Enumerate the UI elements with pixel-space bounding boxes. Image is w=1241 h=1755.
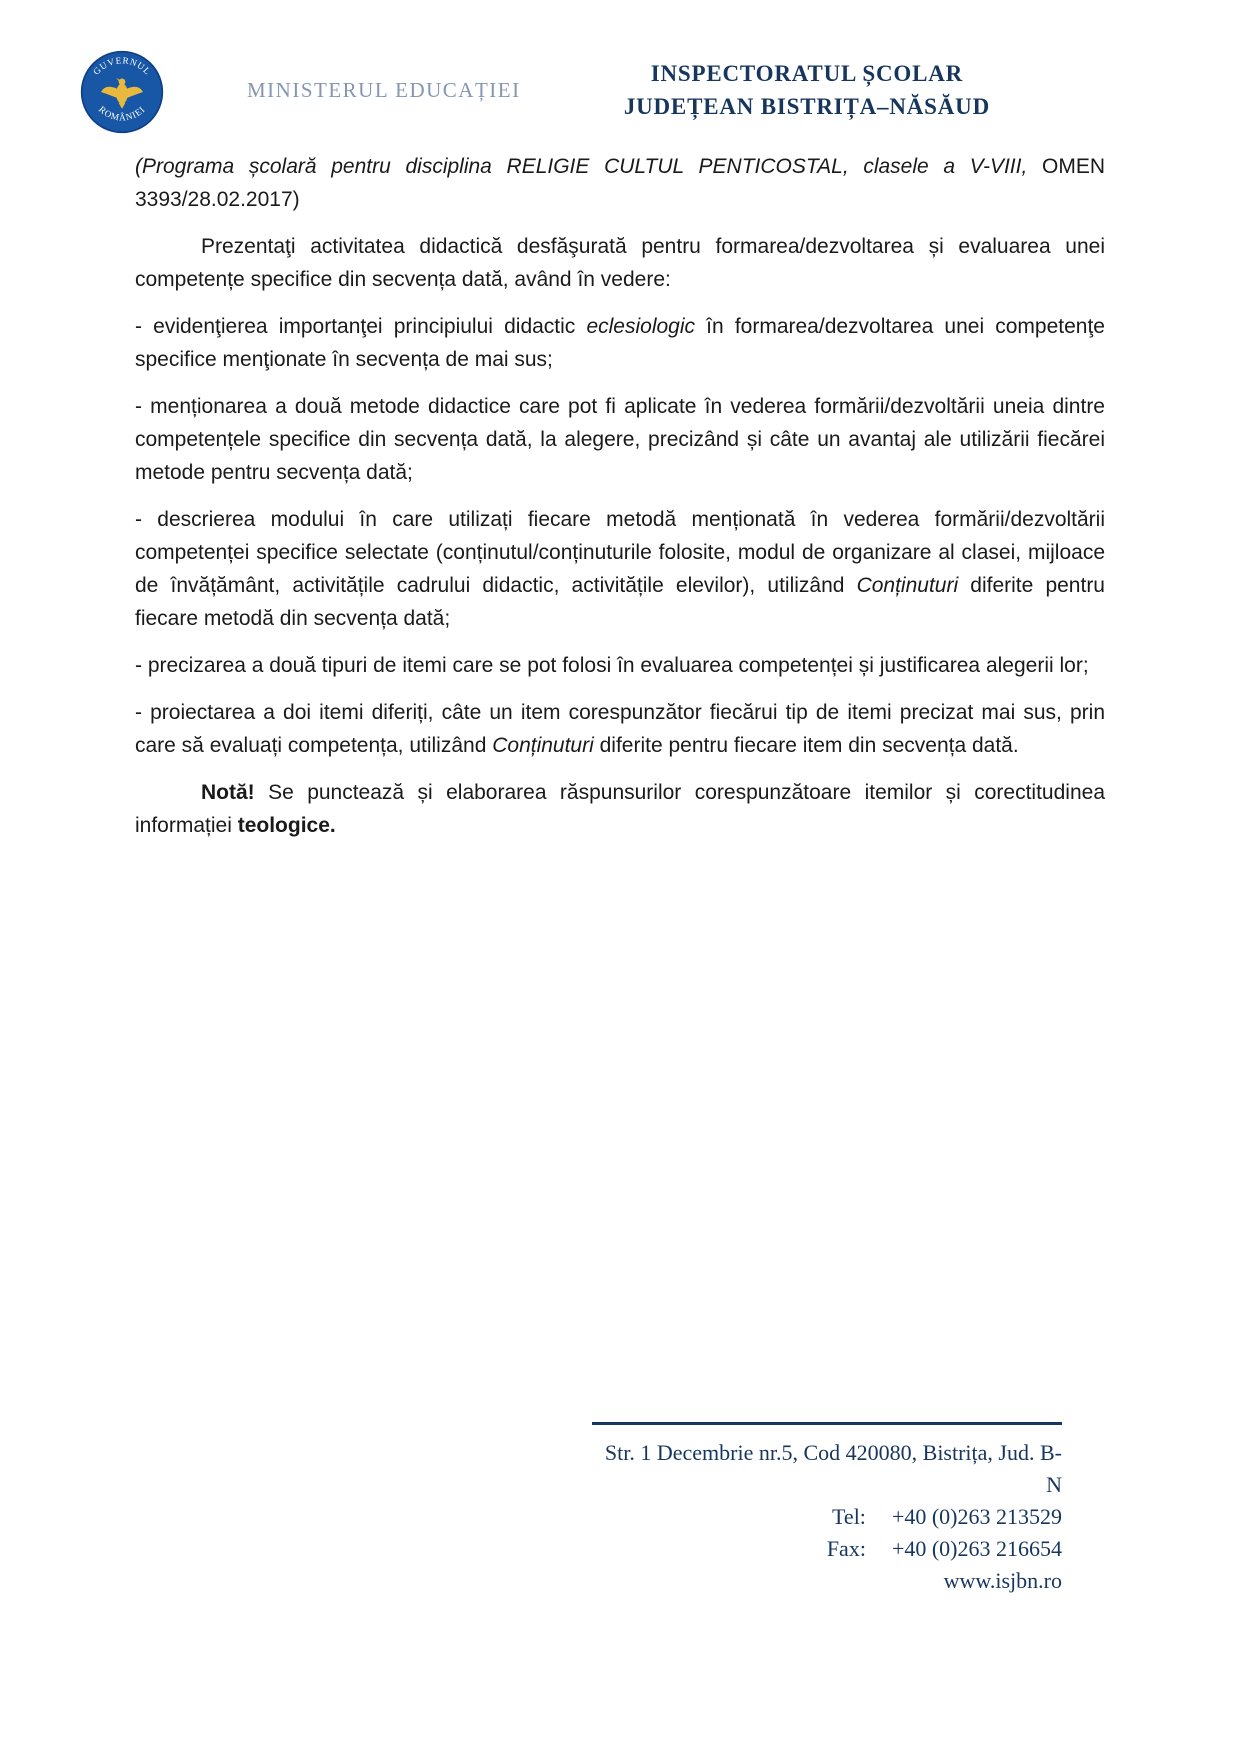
- footer-fax-label: Fax:: [826, 1536, 866, 1561]
- bullet-proiectarea: [135, 696, 1105, 762]
- document-body: [135, 150, 1105, 856]
- bullet-evidentierea: [135, 310, 1105, 376]
- footer-tel-label: Tel:: [832, 1504, 866, 1529]
- inspectorate-title: [624, 57, 990, 123]
- nota-teologice: teologice.: [237, 814, 336, 837]
- programa-omen-text: OMEN 3393/28.02.2017): [135, 155, 1105, 211]
- programa-italic-text: (Programa școlară pentru disciplina RELIGIE CULTUL PENTICOSTAL, clasele a V-VIII,: [135, 155, 1028, 178]
- nota-label: Notă!: [201, 781, 255, 804]
- footer: [592, 1422, 1062, 1597]
- bullet-mentionarea: - menționarea a două metode didactice care pot fi aplicate în vederea formării/dezvoltării uneia dintre competențele specifice din secvența dată, la alegere, precizând și câte un avantaj ale utilizării fiecărei metode pentru secvența dată;: [135, 395, 1105, 484]
- logo-top-text: GUVERNUL: [91, 55, 153, 77]
- paragraph-nota: [135, 776, 1105, 842]
- bullet-descrierea-post: diferite pentru fiecare metodă din secvența dată;: [135, 574, 1105, 630]
- bullet-precizarea: - precizarea a două tipuri de itemi care se pot folosi în evaluarea competenței și justificarea alegerii lor;: [135, 654, 1089, 677]
- nota-text: Se punctează și elaborarea răspunsurilor corespunzătoare itemilor și corectitudinea informației: [135, 781, 1105, 837]
- footer-fax-value: +40 (0)263 216654: [891, 1536, 1062, 1561]
- bullet-descrierea-pre: - descrierea modului în care utilizați fiecare metodă menționată în vederea formării/dezvoltării competenței specifice selectate (conținutul/conținuturile folosite, modul de organizare al clasei, mijloace de învățământ, activitățile cadrului didactic, activitățile elevilor), utilizând: [135, 508, 1105, 597]
- footer-website: www.isjbn.ro: [943, 1568, 1062, 1593]
- bullet-evidentierea-post: în formarea/dezvoltarea unei competenţe specifice menţionate în secvența de mai sus;: [135, 315, 1105, 371]
- bullet-descrierea-italic: Conținuturi: [856, 574, 959, 597]
- footer-divider: [592, 1422, 1062, 1425]
- inspectorate-line1: INSPECTORATUL ȘCOLAR: [650, 61, 964, 86]
- footer-tel-value: +40 (0)263 213529: [891, 1504, 1062, 1529]
- bullet-proiectarea-post: diferite pentru fiecare item din secvența dată.: [593, 734, 1019, 757]
- ministry-title: MINISTERUL EDUCAȚIEI: [247, 78, 521, 102]
- bullet-proiectarea-pre: - proiectarea a doi itemi diferiți, câte un item corespunzător fiecărui tip de itemi precizat mai sus, prin care să evaluați competența, utilizând: [135, 701, 1105, 757]
- paragraph-task-statement: Prezentaţi activitatea didactică desfăşurată pentru formarea/dezvoltarea și evaluarea unei competențe specifice din secvența dată, având în vedere:: [135, 235, 1105, 291]
- logo-bottom-text: ROMÂNIEI: [96, 104, 148, 123]
- bullet-descrierea: [135, 503, 1105, 635]
- government-of-romania-logo-icon: [80, 50, 164, 134]
- paragraph-programa: [135, 150, 1105, 216]
- bullet-evidentierea-italic: eclesiologic: [586, 315, 696, 338]
- footer-tel-row: [592, 1501, 1062, 1533]
- bullet-proiectarea-italic: Conținuturi: [492, 734, 594, 757]
- footer-address: Str. 1 Decembrie nr.5, Cod 420080, Bistrița, Jud. B-N: [604, 1440, 1062, 1497]
- footer-fax-row: [592, 1533, 1062, 1565]
- bullet-evidentierea-pre: - evidenţierea importanţei principiului didactic: [135, 315, 587, 338]
- inspectorate-line2: JUDEȚEAN BISTRIȚA–NĂSĂUD: [623, 94, 990, 119]
